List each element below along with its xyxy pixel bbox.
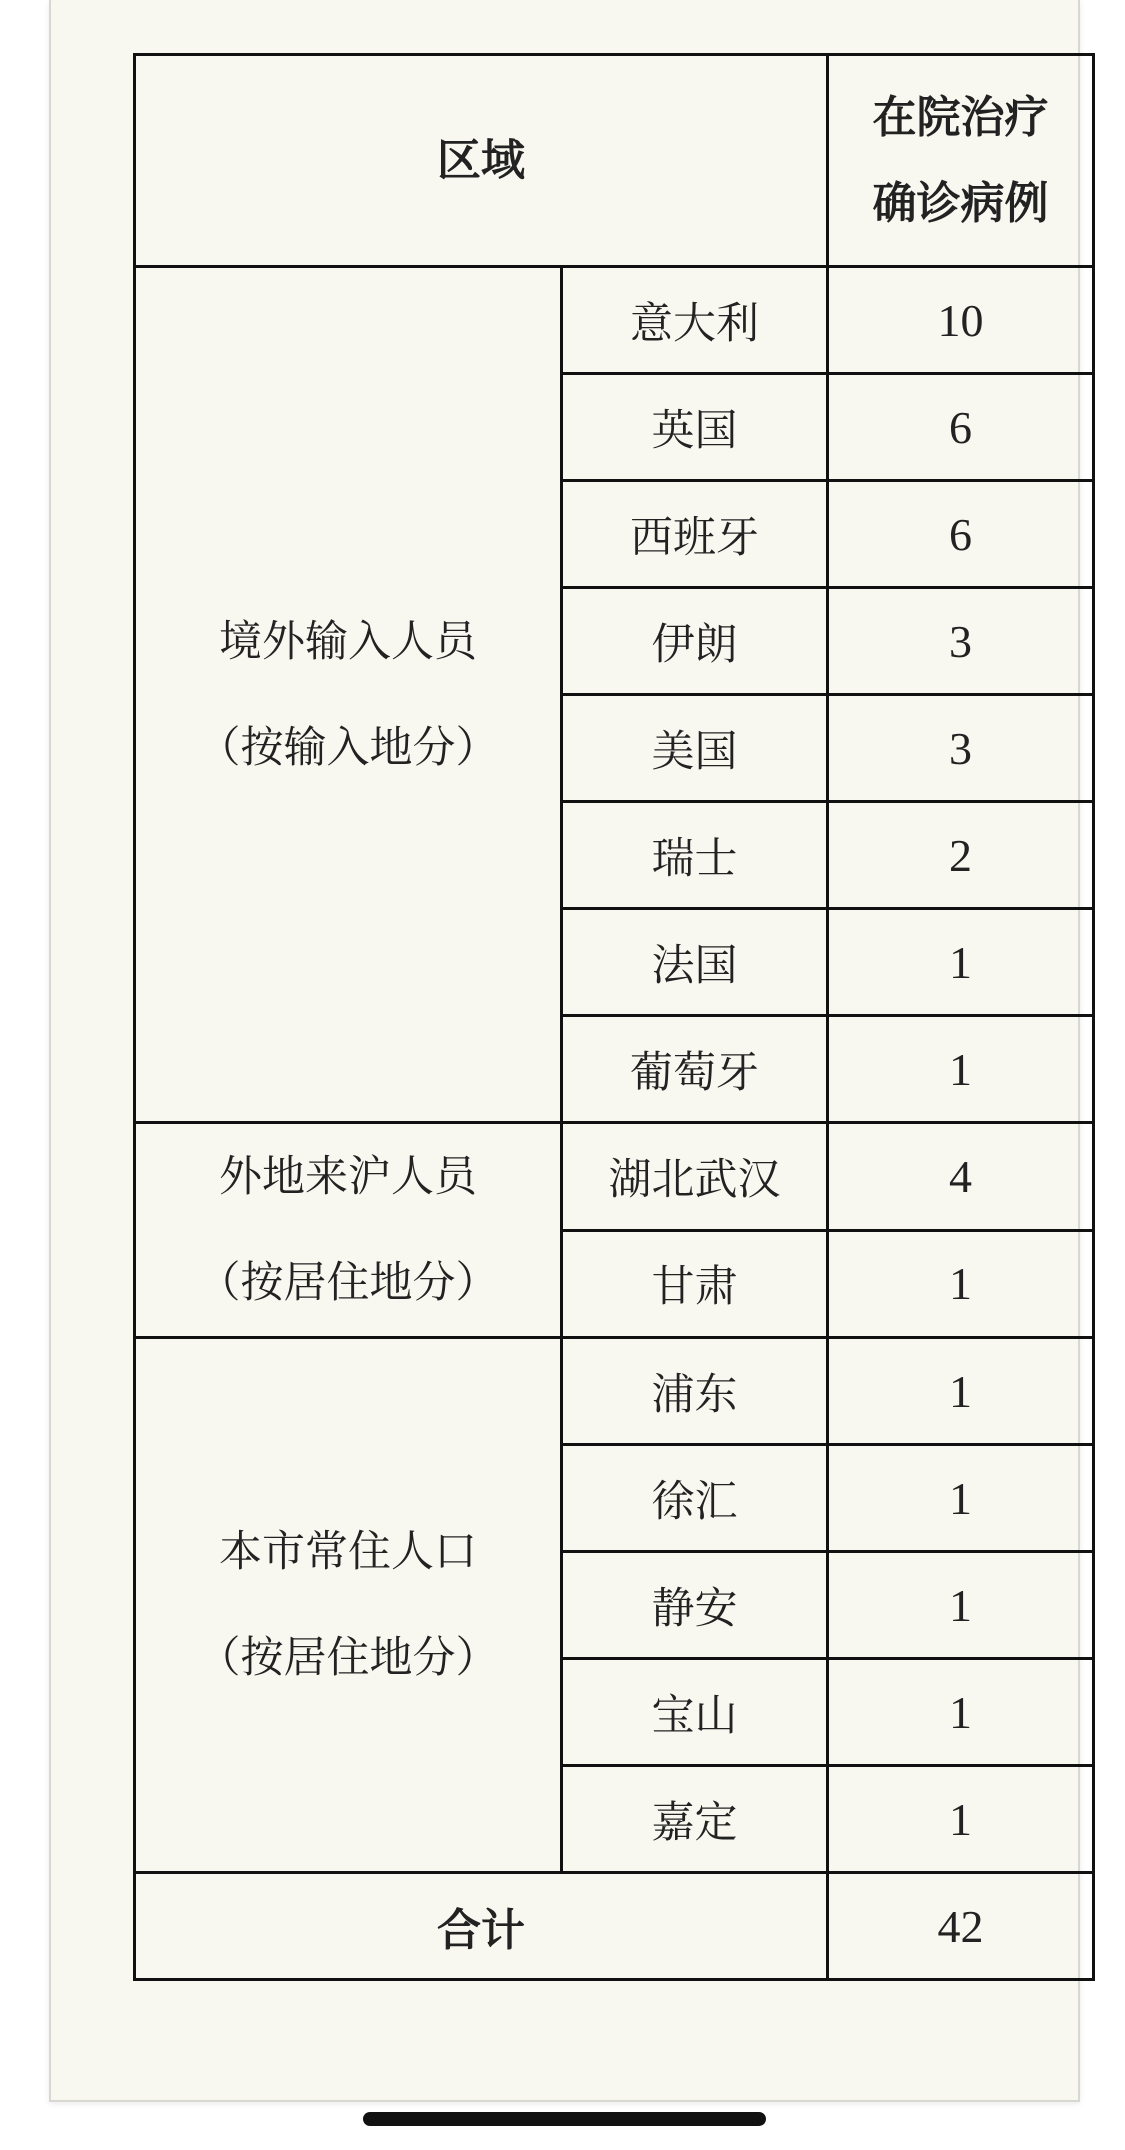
- group-label-line1: 外地来沪人员: [219, 1152, 477, 1202]
- count-cell: 1: [828, 909, 1094, 1016]
- cases-table: [133, 53, 1095, 1981]
- total-label: 合计: [135, 1873, 828, 1980]
- group-label-cell: [135, 1123, 562, 1338]
- count-cell: 3: [828, 695, 1094, 802]
- region-cell: 英国: [562, 374, 828, 481]
- group-label-line2: （按输入地分）: [197, 722, 499, 773]
- table-header-row: [135, 55, 1094, 267]
- count-cell: 1: [828, 1445, 1094, 1552]
- group-label-line2: （按居住地分）: [197, 1633, 499, 1683]
- region-cell: 西班牙: [562, 481, 828, 588]
- total-row: [135, 1873, 1094, 1980]
- header-cases-line1: 在院治疗: [872, 91, 1049, 143]
- group-label-line1: 境外输入人员: [219, 616, 477, 667]
- table-row: [135, 1123, 1094, 1231]
- count-cell: 1: [828, 1016, 1094, 1123]
- region-cell: 瑞士: [562, 802, 828, 909]
- count-cell: 1: [828, 1338, 1094, 1445]
- region-cell: 葡萄牙: [562, 1016, 828, 1123]
- group-label-cell: [135, 1338, 562, 1873]
- count-cell: 6: [828, 481, 1094, 588]
- region-cell: 甘肃: [562, 1230, 828, 1338]
- region-cell: 宝山: [562, 1659, 828, 1766]
- region-cell: 湖北武汉: [562, 1123, 828, 1231]
- count-cell: 1: [828, 1230, 1094, 1338]
- count-cell: 6: [828, 374, 1094, 481]
- region-cell: 法国: [562, 909, 828, 1016]
- count-cell: 1: [828, 1552, 1094, 1659]
- home-indicator[interactable]: [363, 2112, 766, 2126]
- region-cell: 伊朗: [562, 588, 828, 695]
- table-row: [135, 267, 1094, 374]
- group-label-cell: [135, 267, 562, 1123]
- region-cell: 静安: [562, 1552, 828, 1659]
- document-page: [49, 0, 1080, 2102]
- region-cell: 浦东: [562, 1338, 828, 1445]
- count-cell: 2: [828, 802, 1094, 909]
- region-cell: 美国: [562, 695, 828, 802]
- count-cell: 3: [828, 588, 1094, 695]
- header-region: 区域: [135, 55, 828, 267]
- count-cell: 10: [828, 267, 1094, 374]
- header-cases: [828, 55, 1094, 267]
- header-cases-line2: 确诊病例: [872, 177, 1049, 229]
- group-label-line1: 本市常住人口: [219, 1527, 477, 1577]
- count-cell: 1: [828, 1659, 1094, 1766]
- region-cell: 嘉定: [562, 1766, 828, 1873]
- total-count: 42: [828, 1873, 1094, 1980]
- count-cell: 1: [828, 1766, 1094, 1873]
- group-label-line2: （按居住地分）: [197, 1258, 499, 1308]
- region-cell: 徐汇: [562, 1445, 828, 1552]
- table-row: [135, 1338, 1094, 1445]
- count-cell: 4: [828, 1123, 1094, 1231]
- region-cell: 意大利: [562, 267, 828, 374]
